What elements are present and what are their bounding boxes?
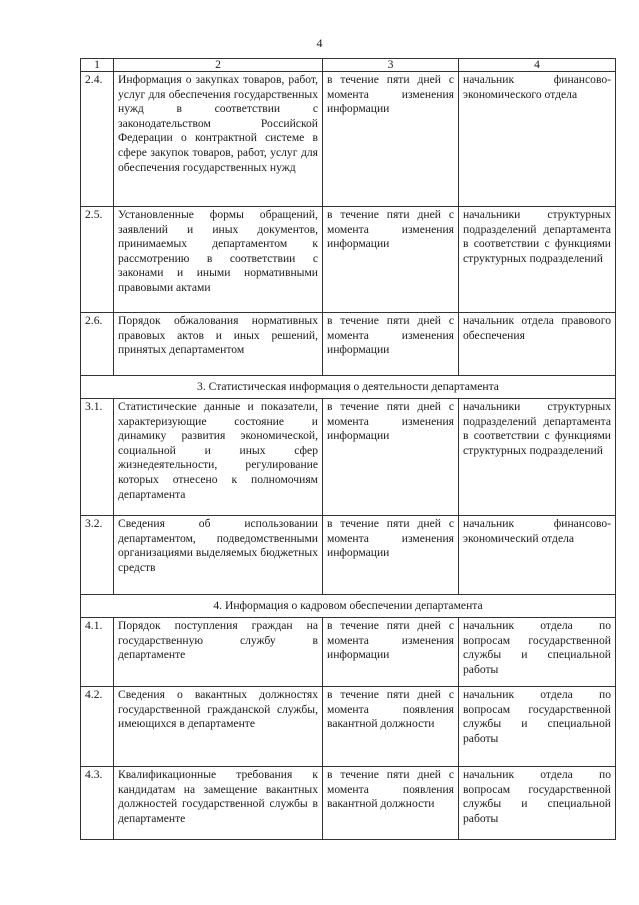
table-row bbox=[81, 399, 616, 516]
row-responsible: начальники структурных подразделений департамента в соответствии с функциями структурных подразделений bbox=[459, 399, 616, 516]
row-number: 4.2. bbox=[81, 687, 114, 767]
row-information: Сведения об использовании департаментом, подведомственными организациями выделяемых бюджетных средств bbox=[114, 516, 323, 595]
section-title: 3. Статистическая информация о деятельности департамента bbox=[81, 376, 616, 399]
row-number: 2.6. bbox=[81, 313, 114, 376]
column-number-4: 4 bbox=[459, 59, 616, 72]
table-header-row bbox=[81, 59, 616, 72]
row-information: Установленные формы обращений, заявлений и иных документов, принимаемых департаментом к рассмотрению в соответствии с законами и иными нормативными правовыми актами bbox=[114, 207, 323, 313]
table-row bbox=[81, 767, 616, 840]
row-number: 2.4. bbox=[81, 72, 114, 207]
row-responsible: начальник отдела по вопросам государственной службы и специальной работы bbox=[459, 618, 616, 687]
row-number: 2.5. bbox=[81, 207, 114, 313]
section-title: 4. Информация о кадровом обеспечении департамента bbox=[81, 595, 616, 618]
section-heading-row bbox=[81, 595, 616, 618]
row-responsible: начальник финансово-экономический отдела bbox=[459, 516, 616, 595]
row-term: в течение пяти дней с момента изменения информации bbox=[323, 207, 459, 313]
row-information: Квалификационные требования к кандидатам на замещение вакантных должностей государственной службы в департаменте bbox=[114, 767, 323, 840]
row-information: Порядок обжалования нормативных правовых актов и иных решений, принятых департаментом bbox=[114, 313, 323, 376]
table-row bbox=[81, 207, 616, 313]
column-number-3: 3 bbox=[323, 59, 459, 72]
row-number: 4.1. bbox=[81, 618, 114, 687]
table-row bbox=[81, 72, 616, 207]
row-number: 3.1. bbox=[81, 399, 114, 516]
row-number: 3.2. bbox=[81, 516, 114, 595]
table-row bbox=[81, 516, 616, 595]
row-information: Информация о закупках товаров, работ, услуг для обеспечения государственных нужд в соответствии с законодательством Российской Федерации о контрактной системе в сфере закупок товаров, работ, услуг для обеспечения государственных нужд bbox=[114, 72, 323, 207]
row-responsible: начальник отдела по вопросам государственной службы и специальной работы bbox=[459, 767, 616, 840]
row-number: 4.3. bbox=[81, 767, 114, 840]
table-row bbox=[81, 618, 616, 687]
section-heading-row bbox=[81, 376, 616, 399]
row-term: в течение пяти дней с момента изменения информации bbox=[323, 618, 459, 687]
row-responsible: начальник отдела правового обеспечения bbox=[459, 313, 616, 376]
row-responsible: начальники структурных подразделений департамента в соответствии с функциями структурных подразделений bbox=[459, 207, 616, 313]
row-information: Сведения о вакантных должностях государственной гражданской службы, имеющихся в департаменте bbox=[114, 687, 323, 767]
row-information: Статистические данные и показатели, характеризующие состояние и динамику развития экономической, социальной и иных сфер жизнедеятельности, регулирование которых отнесено к полномочиям департамента bbox=[114, 399, 323, 516]
table-row bbox=[81, 313, 616, 376]
row-responsible: начальник финансово-экономического отдела bbox=[459, 72, 616, 207]
information-table bbox=[80, 58, 616, 840]
row-term: в течение пяти дней с момента появления вакантной должности bbox=[323, 767, 459, 840]
row-responsible: начальник отдела по вопросам государственной службы и специальной работы bbox=[459, 687, 616, 767]
column-number-2: 2 bbox=[114, 59, 323, 72]
row-term: в течение пяти дней с момента появления вакантной должности bbox=[323, 687, 459, 767]
row-term: в течение пяти дней с момента изменения информации bbox=[323, 313, 459, 376]
table-row bbox=[81, 687, 616, 767]
row-term: в течение пяти дней с момента изменения информации bbox=[323, 399, 459, 516]
row-information: Порядок поступления граждан на государственную службу в департаменте bbox=[114, 618, 323, 687]
page-number: 4 bbox=[316, 36, 323, 50]
row-term: в течение пяти дней с момента изменения информации bbox=[323, 72, 459, 207]
row-term: в течение пяти дней с момента изменения информации bbox=[323, 516, 459, 595]
column-number-1: 1 bbox=[81, 59, 114, 72]
